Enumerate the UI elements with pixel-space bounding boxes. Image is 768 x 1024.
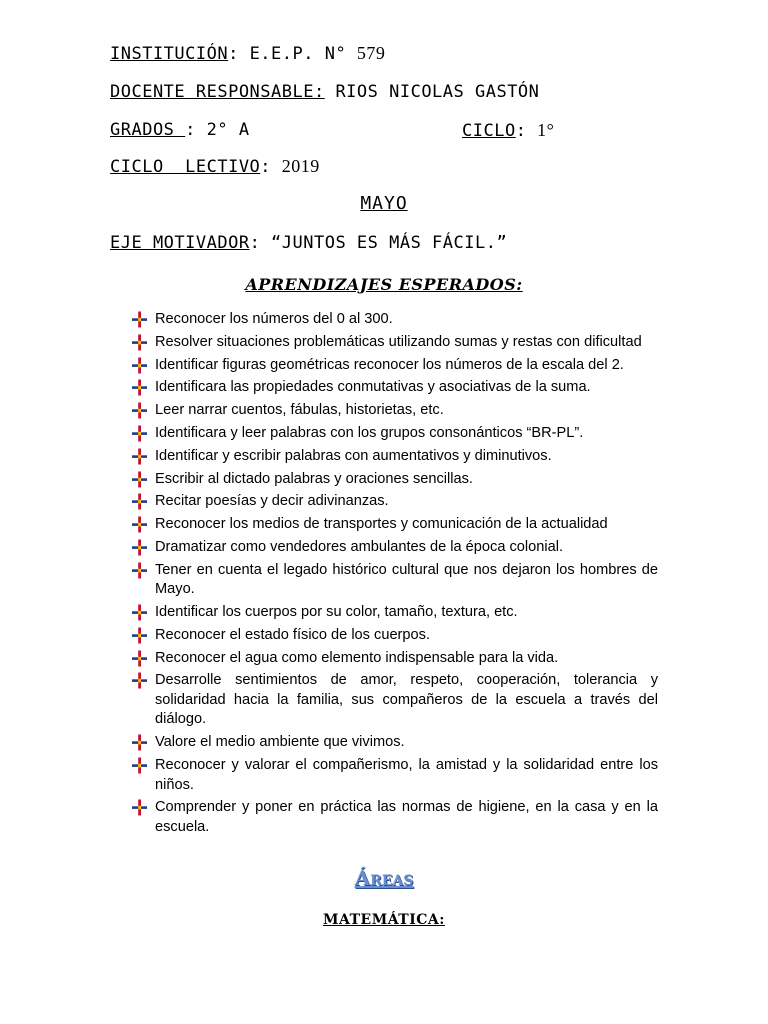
list-item [130, 515, 658, 535]
institucion-number: 579 [356, 43, 386, 63]
list-item [130, 756, 658, 795]
arrow-bullet-icon [131, 562, 148, 579]
arrow-bullet-icon [131, 627, 148, 644]
list-item [130, 470, 658, 490]
arrow-bullet-icon [131, 471, 148, 488]
arrow-bullet-icon [131, 757, 148, 774]
arrow-bullet-icon [131, 493, 148, 510]
arrow-bullet-icon [131, 357, 148, 374]
grados-value: : 2° A [185, 120, 250, 140]
list-item-text: Reconocer el estado físico de los cuerpos. [155, 626, 431, 643]
list-item-text: Reconocer los medios de transportes y comunicación de la actualidad [155, 516, 608, 533]
ciclo-lectivo-value: : [260, 157, 282, 177]
list-item [130, 424, 658, 444]
ciclo-label: CICLO [462, 121, 516, 141]
list-item-text: Dramatizar como vendedores ambulantes de la época colonial. [155, 538, 564, 555]
docente-value: RIOS NICOLAS GASTÓN [324, 82, 540, 102]
list-item-text: Identificar los cuerpos por su color, tamaño, textura, etc. [155, 604, 518, 621]
arrow-bullet-icon [131, 402, 148, 419]
list-item-text: Valore el medio ambiente que vivimos. [155, 734, 405, 751]
list-item-text: Leer narrar cuentos, fábulas, historietas, etc. [155, 402, 444, 419]
list-item-text: Tener en cuenta el legado histórico cultural que nos dejaron los hombres de Mayo. [155, 561, 658, 598]
list-item-text: Identificar figuras geométricas reconocer los números de la escala del 2. [155, 356, 624, 373]
list-item-text: Reconocer el agua como elemento indispensable para la vida. [155, 649, 559, 666]
areas-title: Áreas [354, 866, 414, 890]
list-item [130, 561, 658, 600]
arrow-bullet-icon [131, 650, 148, 667]
ciclo-lectivo-number: 2019 [281, 156, 320, 176]
list-item-text: Desarrolle sentimientos de amor, respeto, cooperación, tolerancia y solidaridad hacia la familia, sus compañeros de la escuela a través del diálogo. [155, 672, 658, 728]
month-title: MAYO [360, 193, 408, 214]
list-item [130, 333, 658, 353]
aprendizajes-title: APRENDIZAJES ESPERADOS: [245, 275, 523, 294]
arrow-bullet-icon [131, 734, 148, 751]
eje-label: EJE MOTIVADOR [110, 233, 250, 253]
list-item [130, 649, 658, 669]
matematica-title: MATEMÁTICA: [323, 912, 445, 928]
arrow-bullet-icon [131, 516, 148, 533]
list-item [130, 401, 658, 421]
arrow-bullet-icon [131, 334, 148, 351]
list-item-text: Identificar y escribir palabras con aumentativos y diminutivos. [155, 447, 552, 464]
list-item-text: Reconocer los números del 0 al 300. [155, 311, 393, 327]
ciclo-lectivo-line [110, 156, 320, 177]
list-item [130, 378, 658, 398]
arrow-bullet-icon [131, 425, 148, 442]
ciclo-line [462, 120, 554, 141]
aprendizajes-list [130, 310, 658, 841]
arrow-bullet-icon [131, 311, 148, 328]
eje-value: : “JUNTOS ES MÁS FÁCIL.” [249, 233, 508, 253]
list-item-text: Resolver situaciones problemáticas utilizando sumas y restas con dificultad [155, 333, 642, 350]
ciclo-value: : [515, 121, 538, 141]
list-item [130, 492, 658, 512]
arrow-bullet-icon [131, 604, 148, 621]
list-item [130, 626, 658, 646]
list-item-text: Recitar poesías y decir adivinanzas. [155, 493, 389, 510]
list-item-text: Reconocer y valorar el compañerismo, la amistad y la solidaridad entre los niños. [155, 757, 658, 793]
arrow-bullet-icon [131, 672, 148, 689]
arrow-bullet-icon [131, 379, 148, 396]
list-item [130, 798, 658, 837]
list-item-text: Comprender y poner en práctica las normas de higiene, en la casa y en la escuela. [155, 799, 658, 835]
institucion-label: INSTITUCIÓN [110, 44, 229, 64]
institucion-value: : E.E.P. N° [228, 44, 357, 64]
list-item [130, 733, 658, 753]
arrow-bullet-icon [131, 539, 148, 556]
list-item [130, 671, 658, 730]
list-item-text: Identificara y leer palabras con los grupos consonánticos “BR-PL”. [155, 424, 584, 441]
docente-line [110, 82, 539, 102]
grados-label: GRADOS [110, 120, 186, 140]
docente-label: DOCENTE RESPONSABLE: [110, 82, 325, 102]
ciclo-number: 1° [537, 120, 555, 140]
list-item [130, 603, 658, 623]
arrow-bullet-icon [131, 448, 148, 465]
list-item [130, 356, 658, 376]
eje-line [110, 233, 507, 253]
list-item-text: Escribir al dictado palabras y oraciones sencillas. [155, 470, 473, 487]
grados-line [110, 120, 250, 140]
arrow-bullet-icon [131, 799, 148, 816]
list-item [130, 538, 658, 558]
list-item [130, 310, 658, 330]
institucion-line [110, 43, 385, 64]
list-item-text: Identificara las propiedades conmutativas y asociativas de la suma. [155, 379, 591, 396]
list-item [130, 447, 658, 467]
ciclo-lectivo-label: CICLO LECTIVO [110, 157, 261, 177]
